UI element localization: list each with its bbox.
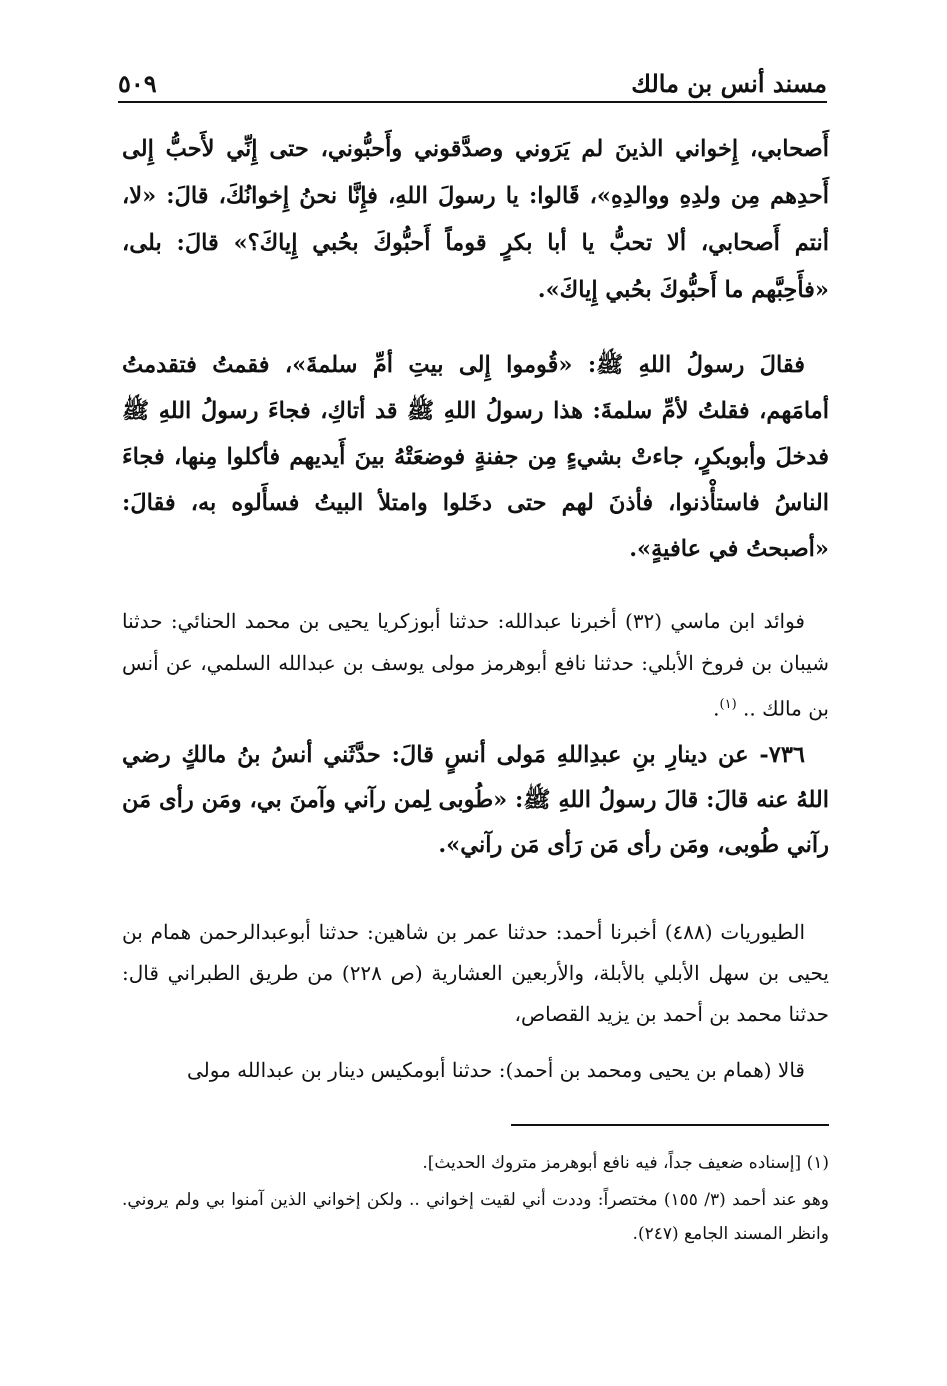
footnote-divider xyxy=(511,1124,829,1126)
source-citation-3-body: قالا (همام بن يحيى ومحمد بن أحمد): حدثنا أبومكيس دينار بن عبدالله مولى xyxy=(187,1058,805,1082)
citation-end-punctuation: . xyxy=(713,696,720,721)
page-number: ٥٠٩ xyxy=(118,69,157,98)
hadith-736 xyxy=(122,733,829,868)
hadith-text-paragraph xyxy=(122,342,829,572)
footnote-1-continued: وهو عند أحمد (٣/ ١٥٥) مختصراً: وددت أني لقيت إخواني .. ولكن إخواني الذين آمنوا بي ولم يروني. وانظر المسند الجامع (٢٤٧). xyxy=(122,1190,829,1244)
footnote-1: (١) [إسناده ضعيف جداً، فيه نافع أبوهرمز متروك الحديث]. xyxy=(422,1153,829,1173)
source-citation-body: فوائد ابن ماسي (٣٢) أخبرنا عبدالله: حدثنا أبوزكريا يحيى بن محمد الحنائي: حدثنا شيبان بن فروخ الأبلي: حدثنا نافع أبوهرمز مولى يوسف بن عبدالله السلمي، عن أنس بن مالك .. xyxy=(122,609,829,721)
source-citation-3 xyxy=(122,1050,829,1091)
source-citation-2 xyxy=(122,912,829,1035)
header-divider xyxy=(118,101,827,103)
hadith-text-continued: أَصحابي، إِخواني الذينَ لم يَرَوني وصدَّقوني وأَحبُّوني، حتى إِنِّي لأَحبُّ إِلى أَحدِهم مِن ولدِهِ ووالدِهِ»، قَالوا: يا رسولَ اللهِ، فإِنَّا نحنُ إِخوانُكَ، قالَ: «لا، أنتم أَصحابي، ألا تحبُّ يا أبا بكرٍ قوماً أَحبُّوكَ بحُبي إِياكَ؟» قالَ: بلى، «فأَحِبَّهم ما أَحبُّوكَ بحُبي إِياكَ». xyxy=(122,136,829,303)
footnote-marker: (١) xyxy=(719,697,737,712)
source-citation-2-body: الطيوريات (٤٨٨) أخبرنا أحمد: حدثنا عمر بن شاهين: حدثنا أبوعبدالرحمن همام بن يحيى بن سهل الأبلي بالأبلة، والأربعين العشارية (ص ٢٢٨) من طريق الطبراني قال: حدثنا محمد بن أحمد بن يزيد القصاص، xyxy=(122,920,829,1026)
hadith-text-paragraph-body: فقالَ رسولُ اللهِ ﷺ: «قُوموا إِلى بيتِ أمِّ سلمةَ»، فقمتُ فتقدمتُ أمامَهم، فقلتُ لأمِّ سلمةَ: هذا رسولُ اللهِ ﷺ قد أتاكِ، فجاءَ رسولُ اللهِ ﷺ فدخلَ وأبوبكرٍ، جاءتْ بشيءٍ مِن جفنةٍ فوضعَتْهُ بينَ أَيديهم فأكلوا مِنها، فجاءَ الناسُ فاستأْذنوا، فأذنَ لهم حتى دخَلوا وامتلأ البيتُ فسأَلوه به، فقالَ: «أصبحتُ في عافيةٍ». xyxy=(122,352,829,562)
hadith-736-body: ٧٣٦- عن دينارِ بنِ عبدِاللهِ مَولى أنسٍ قالَ: حدَّثَني أنسُ بنُ مالكٍ رضي اللهُ عنه قالَ: قالَ رسولُ اللهِ ﷺ: «طُوبى لِمن رآني وآمنَ بي، ومَن رأى مَن رآني طُوبى، ومَن رأى مَن رَأى مَن رآني». xyxy=(122,742,829,858)
source-citation xyxy=(122,600,829,730)
page-header xyxy=(118,62,827,98)
running-title: مسند أنس بن مالك xyxy=(631,69,827,98)
